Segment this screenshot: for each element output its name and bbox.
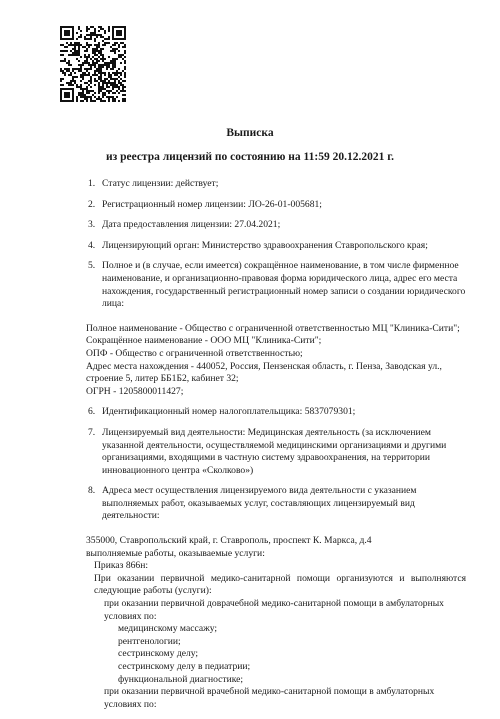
item-number: 2. xyxy=(88,198,96,210)
item-text: Идентификационный номер налогоплательщика: 5837079301; xyxy=(102,406,356,418)
list-item xyxy=(88,199,466,212)
item-number: 7. xyxy=(88,426,96,438)
item-text: Статус лицензии: действует; xyxy=(102,178,219,189)
entity-short-name: Сокращённое наименование - ООО МЦ "Клиника-Сити"; xyxy=(86,335,322,347)
primary-care-text: При оказании первичной медико-санитарной помощи организуются и выполняются следующие работы (услуги): xyxy=(94,572,466,597)
item-number: 4. xyxy=(88,239,96,251)
document-title: Выписка xyxy=(226,127,274,139)
qr-code-icon xyxy=(60,26,126,102)
entity-opf: ОПФ - Общество с ограниченной ответственностью; xyxy=(86,347,303,359)
list-item xyxy=(88,406,466,419)
list-item xyxy=(88,219,466,232)
activity-location xyxy=(86,535,466,711)
item-text: Полное и (в случае, если имеется) сокращённое наименование, в том числе фирменное наименование, и организационно-правовая форма юридического лица, адрес его места нахождения, государственный регистрационный номер записи о создании юридического лица: xyxy=(102,260,466,310)
order-label: Приказ 866н: xyxy=(94,560,149,572)
entity-full-name: Полное наименование - Общество с ограниченной ответственностью МЦ "Клиника-Сити"; xyxy=(86,322,460,334)
list-item xyxy=(88,178,466,191)
list-item xyxy=(88,240,466,253)
item-text: Лицензируемый вид деятельности: Медицинская деятельность (за исключением указанной деятельности, осуществляемой медицинскими организациями и другими организациями, входящими в частную систему здравоохранения, на территории инновационного центра «Сколково») xyxy=(102,426,447,476)
entity-details xyxy=(86,323,466,399)
works-label: выполняемые работы, оказываемые услуги: xyxy=(86,547,265,559)
document-subtitle: из реестра лицензий по состоянию на 11:59 20.12.2021 г. xyxy=(105,151,395,163)
item-number: 6. xyxy=(88,406,96,418)
item-number: 3. xyxy=(88,219,96,231)
item-number: 5. xyxy=(88,260,96,272)
list-item xyxy=(88,260,466,310)
item-number: 1. xyxy=(88,178,96,189)
item-text: Лицензирующий орган: Министерство здравоохранения Ставропольского края; xyxy=(102,239,428,251)
doctor-care-text: при оказании первичной врачебной медико-санитарной помощи в амбулаторных условиях по: xyxy=(104,686,435,710)
item-text: Дата предоставления лицензии: 27.04.2021; xyxy=(102,219,281,231)
service-item: сестринскому делу в педиатрии; xyxy=(118,661,251,672)
list-item xyxy=(88,427,466,477)
item-text: Регистрационный номер лицензии: ЛО-26-01-005681; xyxy=(102,198,322,210)
service-item: медицинскому массажу; xyxy=(118,623,218,635)
document-body xyxy=(88,178,466,719)
service-item: рентгенологии; xyxy=(118,635,181,647)
prehospital-care-text: при оказании первичной доврачебной медико-санитарной помощи в амбулаторных условиях по: xyxy=(104,598,444,622)
list-item xyxy=(88,485,466,523)
location-address: 355000, Ставропольский край, г. Ставрополь, проспект К. Маркса, д.4 xyxy=(86,535,372,547)
entity-ogrn: ОГРН - 1205800011427; xyxy=(86,385,184,397)
entity-address: Адрес места нахождения - 440052, Россия, Пензенская область, г. Пенза, Заводская ул., строение 5, литер ББ1Б2, кабинет 32; xyxy=(86,360,442,385)
item-text: Адреса мест осуществления лицензируемого вида деятельности с указанием выполняемых работ, оказываемых услуг, составляющих лицензируемый вид деятельности: xyxy=(102,485,417,522)
service-item: сестринскому делу; xyxy=(118,648,199,660)
service-item: функциональной диагностике; xyxy=(118,673,244,685)
item-number: 8. xyxy=(88,485,96,497)
